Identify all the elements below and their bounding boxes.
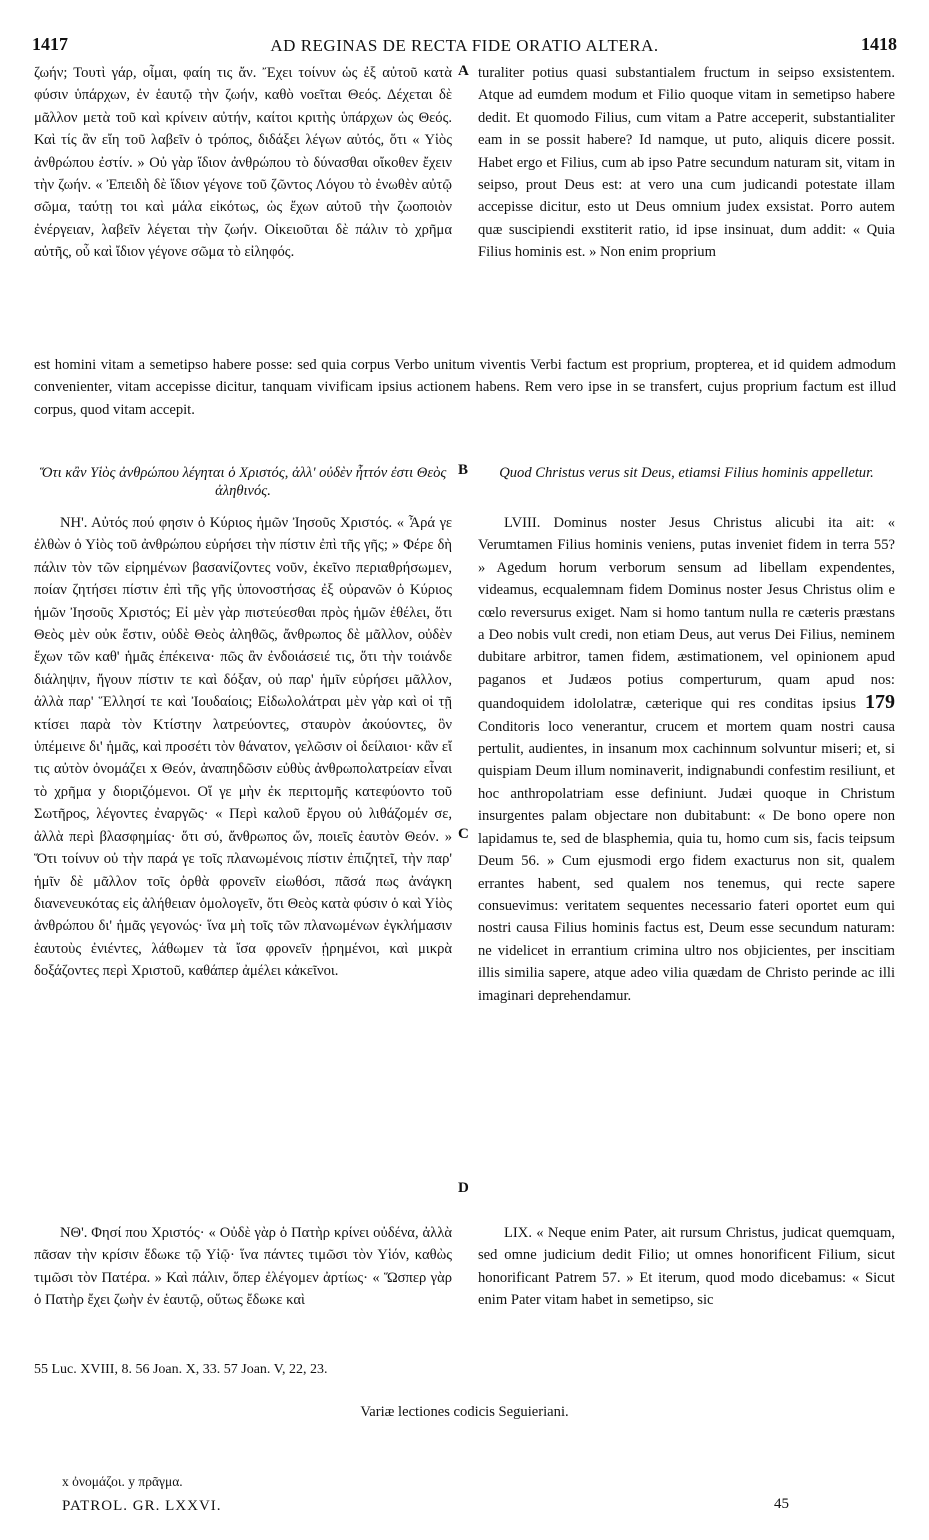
greek-chapter-58 (34, 512, 452, 1194)
greek-chapter-58-text: ΝΗ'. Αὐτός πού φησιν ὁ Κύριος ἡμῶν Ἰησοῦς Χριστός. « Ἆρά γε ἐλθὼν ὁ Υἱὸς τοῦ ἀνθρώπου εὑρήσει τὴν πίστιν ἐπὶ τῆς γῆς; » Φέρε δὴ πάλιν τὸν τῶν εἰρημένων βασανίζοντες νοῦν, ἐκεῖνο περιαθρήσωμεν, ποίαν ζητήσει πίστιν ἐπὶ τῆς γῆς ὑπονοστήσας ἐξ οὐρανῶν ὁ Κύριος ἡμῶν Ἰησοῦς Χριστός; Εἰ μὲν γὰρ πιστεύεσθαι πρὸς ἡμῶν ἐθέλει, ὅτι Θεὸς μὲν οὐκ ἔστιν, οὐδὲ Θεὸς ἀληθῶς, ἄνθρωπος δὲ μᾶλλον, οὐδὲν ἔχων τῶν καθ' ἡμᾶς ἐπέκεινα· πῶς ἂν ἐνδοιάσειέ τις, ὅτι τὴν τοιάνδε διάληψιν, ἤγουν πίστιν τε καὶ δόξαν, οὐ παρ' ἡμῖν εὑρήσει μᾶλλον, ἀλλὰ παρ' Ἕλλησί τε καὶ Ἰουδαίοις; Εἰδωλολάτραι μὲν γὰρ καὶ οἱ τῇ κτίσει παρὰ τὸν Κτίστην λατρεύοντες, σταυρὸν ἀκούοντες, ὃν ὑπέμεινε δι' ἡμᾶς, καὶ προσέτι τὸν θάνατον, γελῶσιν οἱ δείλαιοι· κἂν εἴ τις αὐτὸν ὀνομάζει x Θεόν, ἀναπηδῶσιν εὐθὺς ἀνθρωπολατρείαν εἶναι τὸ χρῆμα y διοριζόμενοι. Οἵ γε μὴν ἐκ περιτομῆς κατεφύοντο τοῦ Σωτῆρος, λέγοντες ἐναργῶς· « Περὶ καλοῦ ἔργου οὐ λιθάζομέν σε, ἀλλὰ περὶ βλασφημίας· ὅτι σύ, ἄνθρωπος ὤν, ποιεῖς ἑαυτὸν Θεόν. » Ὅτι τοίνυν οὐ τὴν παρά γε τοῖς πλανωμένοις πίστιν ἐπιζητεῖ, τὴν παρ' ἡμῖν δὲ μᾶλλον τοῖς ὀρθὰ φρονεῖν εἰωθόσι, πᾶσά πως ἀνάγκη διανενευκότας εἰς ἀλήθειαν ὁμολογεῖν, ὅτι Θεὸς κατὰ φύσιν ὁ καὶ Υἱὸς ἀνθρώπου δι' ἡμᾶς γεγονώς· ἵνα μὴ τοῖς τῶν πλανωμένων ἐγκλήμασιν ἑαυτοὺς ἐνιέντες, λάθωμεν τὰ ἴσα φρονεῖν ᾑρημένοι, καὶ μικρὰ δοξάζοντες περὶ Χριστοῦ, καθάπερ ἀμέλει κἀκεῖνοι. (34, 515, 452, 980)
page-number-right: 1418 (861, 34, 897, 54)
greek-paragraph: ζωήν; Τουτὶ γάρ, οἶμαι, φαίη τις ἄν. Ἔχει τοίνυν ὡς ἐξ αὐτοῦ κατὰ φύσιν ὑπάρχων, ἐν ἑαυτῷ τὴν ζωήν, καθὸ νοεῖται Θεός. Δέχεται δὲ μᾶλλον μετὰ τοῦ καὶ κρίνειν αὐτήν, καίτοι κριτὴς ὑπάρχων ὡς Θεός. Καὶ τίς ἂν εἴη τοῦ λαβεῖν ὁ τρόπος, διδάξει λέγων αὐτός, ὅτι « Υἱὸς ἀνθρώπου ἐστίν. » Οὐ γὰρ ἴδιον ἀνθρώπου τὸ δύνασθαι οἴκοθεν ἔχειν τὴν ζωήν. « Ἐπειδὴ δὲ ἴδιον γέγονε τοῦ ζῶντος Λόγου τὸ ἑνωθὲν αὐτῷ σῶμα, ταύτῃ τοι καὶ μάλα εἰκότως, ὡς ἔχων αὐτοῦ τὴν ζωοποιὸν ἐνέργειαν, λαβεῖν λέγεται τὴν ζωήν. Οἰκειοῦται δὲ πάλιν τὸ χρῆμα αὐτῆς, οὗ καὶ ἴδιον γέγονε σῶμα τὸ εἰληφός. (34, 65, 452, 261)
variae-lectiones-notes: x ὀνομάζοι. y πρᾶγμα. (62, 1474, 183, 1489)
margin-marker-d: D (458, 1180, 469, 1196)
greek-chapter-59-text: ΝΘ'. Φησί που Χριστός· « Οὐδὲ γὰρ ὁ Πατὴρ κρίνει οὐδένα, ἀλλὰ πᾶσαν τὴν κρίσιν ἔδωκε τῷ Υἱῷ· ἵνα πάντες τιμῶσι τὸν Υἱόν, καθὼς τιμῶσι τὸν Πατέρα. » Καὶ πάλιν, ὅπερ ἐλέγομεν ἀρτίως· « Ὥσπερ γὰρ ὁ Πατὴρ ἔχει ζωὴν ἐν ἑαυτῷ, οὕτως ἔδωκε καὶ (34, 1225, 452, 1309)
footer-volume: PATROL. GR. LXXVI. (62, 1498, 222, 1514)
latin-chapter-58-after: Conditoris loco venerantur, crucem et mortem quam nostri causa pertulit, audientes, in insanum mox cachinnum solvuntur miseri; et, si quispiam Deum illum nominaverit, indignabundi confestim resiliunt, et hoc anthropolatriam esse definiunt. Judæi quoque in Christum insurgentes palam objectare non dubitabunt: « De bono opere non lapidamus te, sed de blasphemia, quia tu, homo cum sis, facis teipsum Deum 56. » Cum ejusmodi ergo fidem exacturus non sit, qualem errantes habent, sed qualem nos tenemus, qui recte sapere consuevimus: veritatem sequentes necessario fateri oportet eum qui nostri causa Filius hominis factus est, Deum esse secundum naturam: ne videlicet in errantium crimina ultro nos objicientes, per inscitiam illis similia sapere, atque adeo vilia quædam de Christo perinde ac illi imaginari deprehendamur. (478, 718, 895, 1004)
column-number: 179 (865, 691, 895, 714)
variae-lectiones-title: Variæ lectiones codicis Seguieriani. (360, 1404, 569, 1420)
latin-chapter-59-text: LIX. « Neque enim Pater, ait rursum Christus, judicat quemquam, sed omne judicium dedit Filio; ut omnes honorificent Filium, sicut honorificant Patrem 57. » Et iterum, quod modo dicebamus: « Sicut enim Pater vitam habet in semetipso, sic (478, 1225, 895, 1309)
latin-chapter-58-text (478, 512, 895, 1007)
latin-paragraph: turaliter potius quasi substantialem fructum in seipso exsistentem. Atque ad eumdem modum et Filio quoque vitam in semetipso habere dedit. Et quomodo Filius, cum vitam a Patre acceperit, substantialiter eam in se possit habere? Id namque, ut puto, aliquis dicere possit. Habet ergo et Filius, cum ab ipso Patre secundum naturam sit, vitam in seipso, prout Deus est: at vero una cum judicandi potestate illam accepisse dicitur, esto ut Deus omnium judex exsistat. Porro autem quæ suscipiendi exstiterit ratio, id ipse insinuat, dum addit: « Quia Filius hominis est. » Non enim proprium (478, 65, 895, 261)
latin-chapter-58-before: LVIII. Dominus noster Jesus Christus alicubi ita ait: « Verumtamen Filius hominis veniens, putas inveniet fidem in terra 55? » Agedum horum verborum sensum ad libellam expendentes, videamus, ecqualemnam fidem Dominus noster Jesus Christus olim e cœlo reversurus exiget. Nam si homo tantum nulla re cæteris præstans a Deo nobis vult credi, non etiam Deus, aut verus Dei Filius, neminem dubitare arbitror, tamen fidem, æstimationem, vel opinionem apud paganos et Judæos potius comperturum, quam apud nos: quandoquidem idololatræ, cæterique qui res conditas ipsius (478, 515, 895, 713)
greek-chapter-59 (34, 1222, 452, 1362)
page-number-left: 1417 (32, 34, 68, 54)
latin-chapter-58 (478, 512, 895, 1220)
greek-column-top (34, 62, 452, 354)
running-title: AD REGINAS DE RECTA FIDE ORATIO ALTERA. (270, 36, 659, 55)
margin-marker-c: C (458, 826, 469, 842)
greek-section-heading: Ὅτι κἂν Υἱὸς ἀνθρώπου λέγηται ὁ Χριστός, ἀλλ' οὐδὲν ἧττόν ἐστι Θεὸς ἀληθινός. (39, 465, 447, 499)
latin-column-top (478, 62, 895, 354)
footnotes: 55 Luc. XVIII, 8. 56 Joan. X, 33. 57 Joan. V, 22, 23. (34, 1362, 328, 1377)
latin-full-width (34, 354, 896, 446)
margin-marker-a: A (458, 63, 469, 79)
page-header (32, 34, 897, 60)
latin-section-heading: Quod Christus verus sit Deus, etiamsi Filius hominis appelletur. (499, 465, 874, 481)
footer-signature: 45 (774, 1496, 789, 1512)
latin-chapter-59 (478, 1222, 895, 1362)
latin-full-paragraph: est homini vitam a semetipso habere posse: sed quia corpus Verbo unitum viventis Verbi factum est proprium, propterea, et id quidem admodum convenienter, vitam accepisse dicitur, tanquam vivificam ipsius actionem habens. Rem vero ipse in se transfert, cujus proprium factum est illud corpus, quod vitam accepit. (34, 357, 896, 418)
margin-marker-b: B (458, 462, 469, 478)
